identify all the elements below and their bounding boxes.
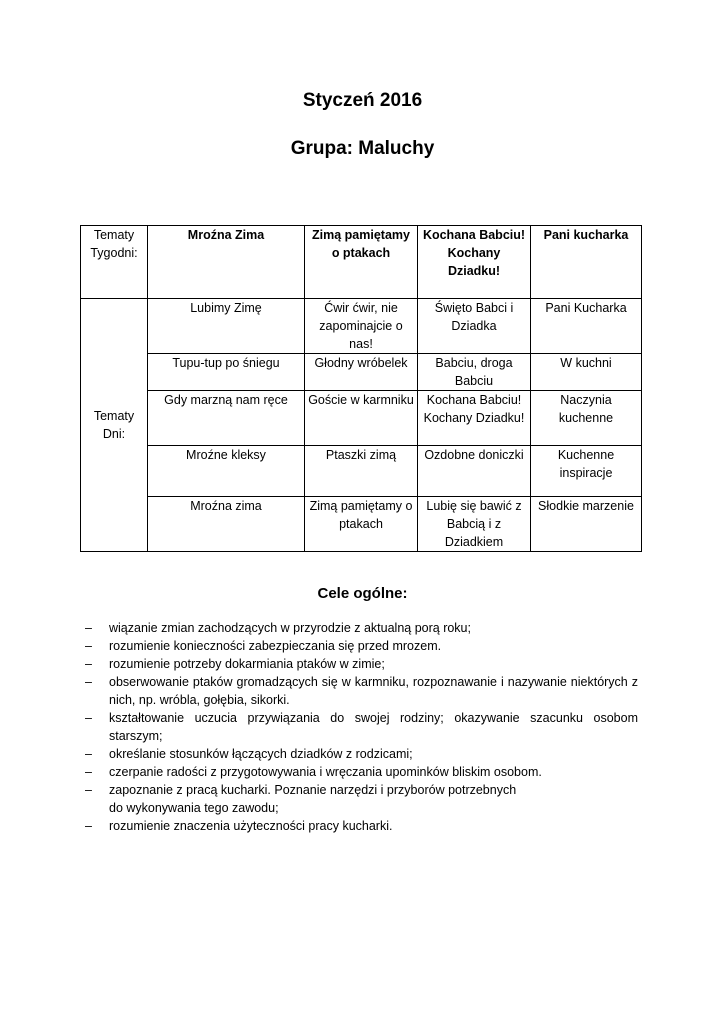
table-row [81, 299, 642, 354]
dash-bullet: – [85, 621, 92, 635]
dash-bullet: – [85, 783, 92, 797]
week-theme-cell: Pani kucharka [531, 226, 642, 299]
table-row [81, 497, 642, 552]
page-title: Styczeń 2016 [302, 90, 423, 111]
day-theme-cell: Ozdobne doniczki [418, 446, 531, 497]
goal-text: rozumienie potrzeby dokarmiania ptaków w zimie; [109, 657, 385, 671]
dash-bullet: – [85, 657, 92, 671]
table-row [81, 446, 642, 497]
week-theme-cell: Zimą pamiętamy o ptakach [305, 226, 418, 299]
week-theme-cell: Mroźna Zima [148, 226, 305, 299]
goal-text: wiązanie zmian zachodzących w przyrodzie z aktualną porą roku; [109, 621, 471, 635]
list-item [85, 709, 638, 745]
list-item [85, 763, 638, 781]
day-theme-cell: Pani Kucharka [531, 299, 642, 354]
dash-bullet: – [85, 819, 92, 833]
day-theme-cell: Gdy marzną nam ręce [148, 391, 305, 446]
goals-title: Cele ogólne: [317, 585, 408, 602]
day-theme-cell: Mroźne kleksy [148, 446, 305, 497]
dash-bullet: – [85, 639, 92, 653]
goal-text: zapoznanie z pracą kucharki. Poznanie narzędzi i przyborów potrzebnych [109, 783, 517, 797]
table-row [81, 391, 642, 446]
goal-text: określanie stosunków łączących dziadków z rodzicami; [109, 747, 413, 761]
dash-bullet: – [85, 711, 92, 725]
table-row [81, 226, 642, 299]
day-theme-cell: Głodny wróbelek [305, 354, 418, 391]
list-item [85, 673, 638, 709]
day-theme-cell: Naczynia kuchenne [531, 391, 642, 446]
goal-text-continued: do wykonywania tego zawodu; [109, 801, 279, 815]
day-theme-cell: Babciu, droga Babciu [418, 354, 531, 391]
day-theme-cell: Ćwir ćwir, nie zapominajcie o nas! [305, 299, 418, 354]
table-row [81, 354, 642, 391]
goal-text: rozumienie znaczenia użyteczności pracy kucharki. [109, 819, 393, 833]
day-theme-cell: Ptaszki zimą [305, 446, 418, 497]
day-theme-cell: Mroźna zima [148, 497, 305, 552]
goal-text: kształtowanie uczucia przywiązania do swojej rodziny; okazywanie szacunku osobom starszym; [109, 711, 638, 743]
plan-table [80, 225, 642, 552]
list-item [85, 619, 638, 637]
day-theme-cell: Słodkie marzenie [531, 497, 642, 552]
goal-text: obserwowanie ptaków gromadzących się w karmniku, rozpoznawanie i nazywanie niektórych z nich, np. wróbla, gołębia, sikorki. [109, 675, 638, 707]
day-theme-cell: W kuchni [531, 354, 642, 391]
goal-text: czerpanie radości z przygotowywania i wręczania upominków bliskim osobom. [109, 765, 542, 779]
list-item [85, 745, 638, 763]
day-theme-cell: Kuchenne inspiracje [531, 446, 642, 497]
group-title: Grupa: Maluchy [290, 138, 435, 159]
dash-bullet: – [85, 675, 92, 689]
day-theme-cell: Goście w karmniku [305, 391, 418, 446]
list-item [85, 637, 638, 655]
list-item [85, 817, 638, 835]
dash-bullet: – [85, 765, 92, 779]
day-theme-cell: Tupu-tup po śniegu [148, 354, 305, 391]
day-theme-cell: Kochana Babciu! Kochany Dziadku! [418, 391, 531, 446]
list-item [85, 781, 638, 817]
day-theme-cell: Zimą pamiętamy o ptakach [305, 497, 418, 552]
goals-list [85, 619, 638, 835]
day-theme-cell: Święto Babci i Dziadka [418, 299, 531, 354]
list-item [85, 655, 638, 673]
dash-bullet: – [85, 747, 92, 761]
day-theme-cell: Lubimy Zimę [148, 299, 305, 354]
day-label-cell: Tematy Dni: [81, 299, 148, 552]
day-theme-cell: Lubię się bawić z Babcią i z Dziadkiem [418, 497, 531, 552]
week-theme-cell: Kochana Babciu! Kochany Dziadku! [418, 226, 531, 299]
goal-text: rozumienie konieczności zabezpieczania się przed mrozem. [109, 639, 442, 653]
week-label-cell: Tematy Tygodni: [81, 226, 148, 299]
